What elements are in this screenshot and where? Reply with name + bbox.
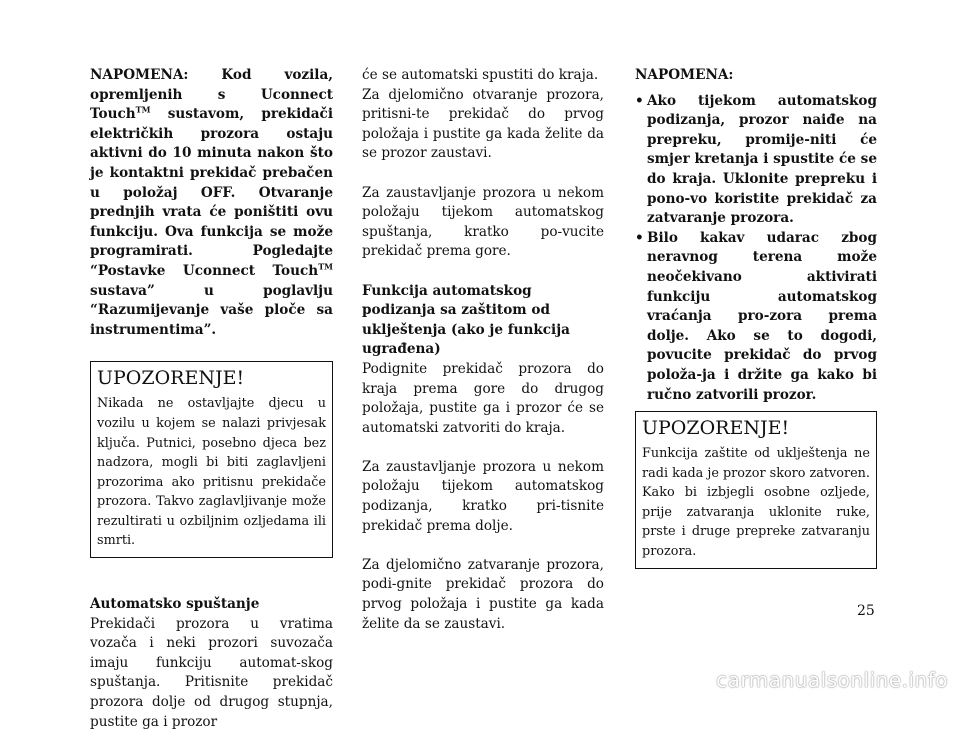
column-left [90, 66, 333, 732]
warning-box-children [90, 361, 333, 558]
stop-down-paragraph: Za zaustavljanje prozora u nekom položaju tijekom automatskog spuštanja, kratko po-vucite prekidač prema gore. [362, 184, 604, 260]
bullet-text: Ako tijekom automatskog podizanja, prozor naiđe na prepreku, promije-niti će smjer kretanja i spustite će se do kraja. Uklonite prepreku i pono-vo koristite prekidač za zatvaranje prozora. [647, 92, 877, 227]
stop-up-paragraph: Za zaustavljanje prozora u nekom položaju tijekom automatskog podizanja, kratko pri-tisnite prekidač prema dolje. [362, 458, 604, 534]
note-label: NAPOMENA: [635, 67, 734, 83]
auto-down-paragraph: Prekidači prozora u vratima vozača i neki prozori suvozača imaju funkciju automat-skog spuštanja. Pritisnite prekidač prozora dolje od drugog stupnja, pustite ga i prozor [90, 615, 333, 730]
partial-close-paragraph: Za djelomično zatvaranje prozora, podi-gnite prekidač prozora do prvog položaja i pustite ga kada želite da se zaustavi. [362, 556, 604, 632]
page-number: 25 [857, 603, 875, 619]
note-text-b: sustavom, prekidači električkih prozora ostaju aktivni do 10 minuta nakon što je kontaktni prekidač prebačen u položaj OFF. Otvaranje prednjih vrata će poništiti ovu funkciju. Ova funkcija se može programirati. Pogledajte “Postavke Uconnect Touch [90, 106, 333, 279]
warning-title: UPOZORENJE! [97, 367, 245, 390]
note-text-a: NAPOMENA: Kod vozila, opremljenih s Uconnect Touch [90, 67, 333, 123]
trademark-sup: TM [318, 261, 333, 272]
section-heading-auto-up: Funkcija automatskog podizanja sa zaštitom od uklještenja (ako je funkcija ugrađena) [362, 282, 570, 358]
trademark-sup: TM [135, 104, 151, 115]
warning-box-pinch [635, 411, 877, 569]
warning-text: Funkcija zaštite od uklještenja ne radi kada je prozor skoro zatvoren. Kako bi izbjegli osobne ozljede, prije zatvaranja uklonite ruke, prste i druge prepreke zatvaranju prozora. [642, 446, 870, 560]
warning-text: Nikada ne ostavljajte djecu u vozilu u kojem se nalazi privjesak ključa. Putnici, posebno djeca bez nadzora, mogli bi biti zaglavljeni prozorima ako pritisnu prekidače prozora. Takvo zaglavljivanje može rezultirati u ozbiljnim ozljedama ili smrti. [97, 396, 326, 549]
column-right [635, 66, 877, 569]
auto-down-continuation: će se automatski spustiti do kraja. [362, 67, 599, 83]
note-paragraph [90, 66, 333, 340]
auto-up-paragraph: Podignite prekidač prozora do kraja prema gore do drugog položaja, pustite ga i prozor će se automatski zatvoriti do kraja. [362, 360, 604, 436]
warning-title: UPOZORENJE! [642, 417, 790, 440]
bullet-text: Bilo kakav udarac zbog neravnog terena može neočekivano aktivirati funkciju automatskog vraćanja pro-zora prema dolje. Ako se to dogodi, povucite prekidač do prvog položa-ja i držite ga kako bi ručno zatvorili prozor. [647, 229, 877, 403]
note-bullet-item [635, 92, 877, 229]
watermark: carmanualsonline.info [716, 668, 948, 692]
bullet-marker: • [635, 229, 644, 246]
note-text-c: sustava” u poglavlju “Razumijevanje vaše ploče sa instrumentima”. [90, 282, 333, 338]
partial-open-paragraph: Za djelomično otvaranje prozora, pritisni-te prekidač do prvog položaja i pustite ga kada želite da se prozor zaustavi. [362, 86, 604, 162]
note-bullet-item [635, 229, 877, 405]
bullet-marker: • [635, 92, 644, 109]
section-heading-auto-down: Automatsko spuštanje [90, 596, 260, 613]
column-middle [362, 66, 604, 634]
